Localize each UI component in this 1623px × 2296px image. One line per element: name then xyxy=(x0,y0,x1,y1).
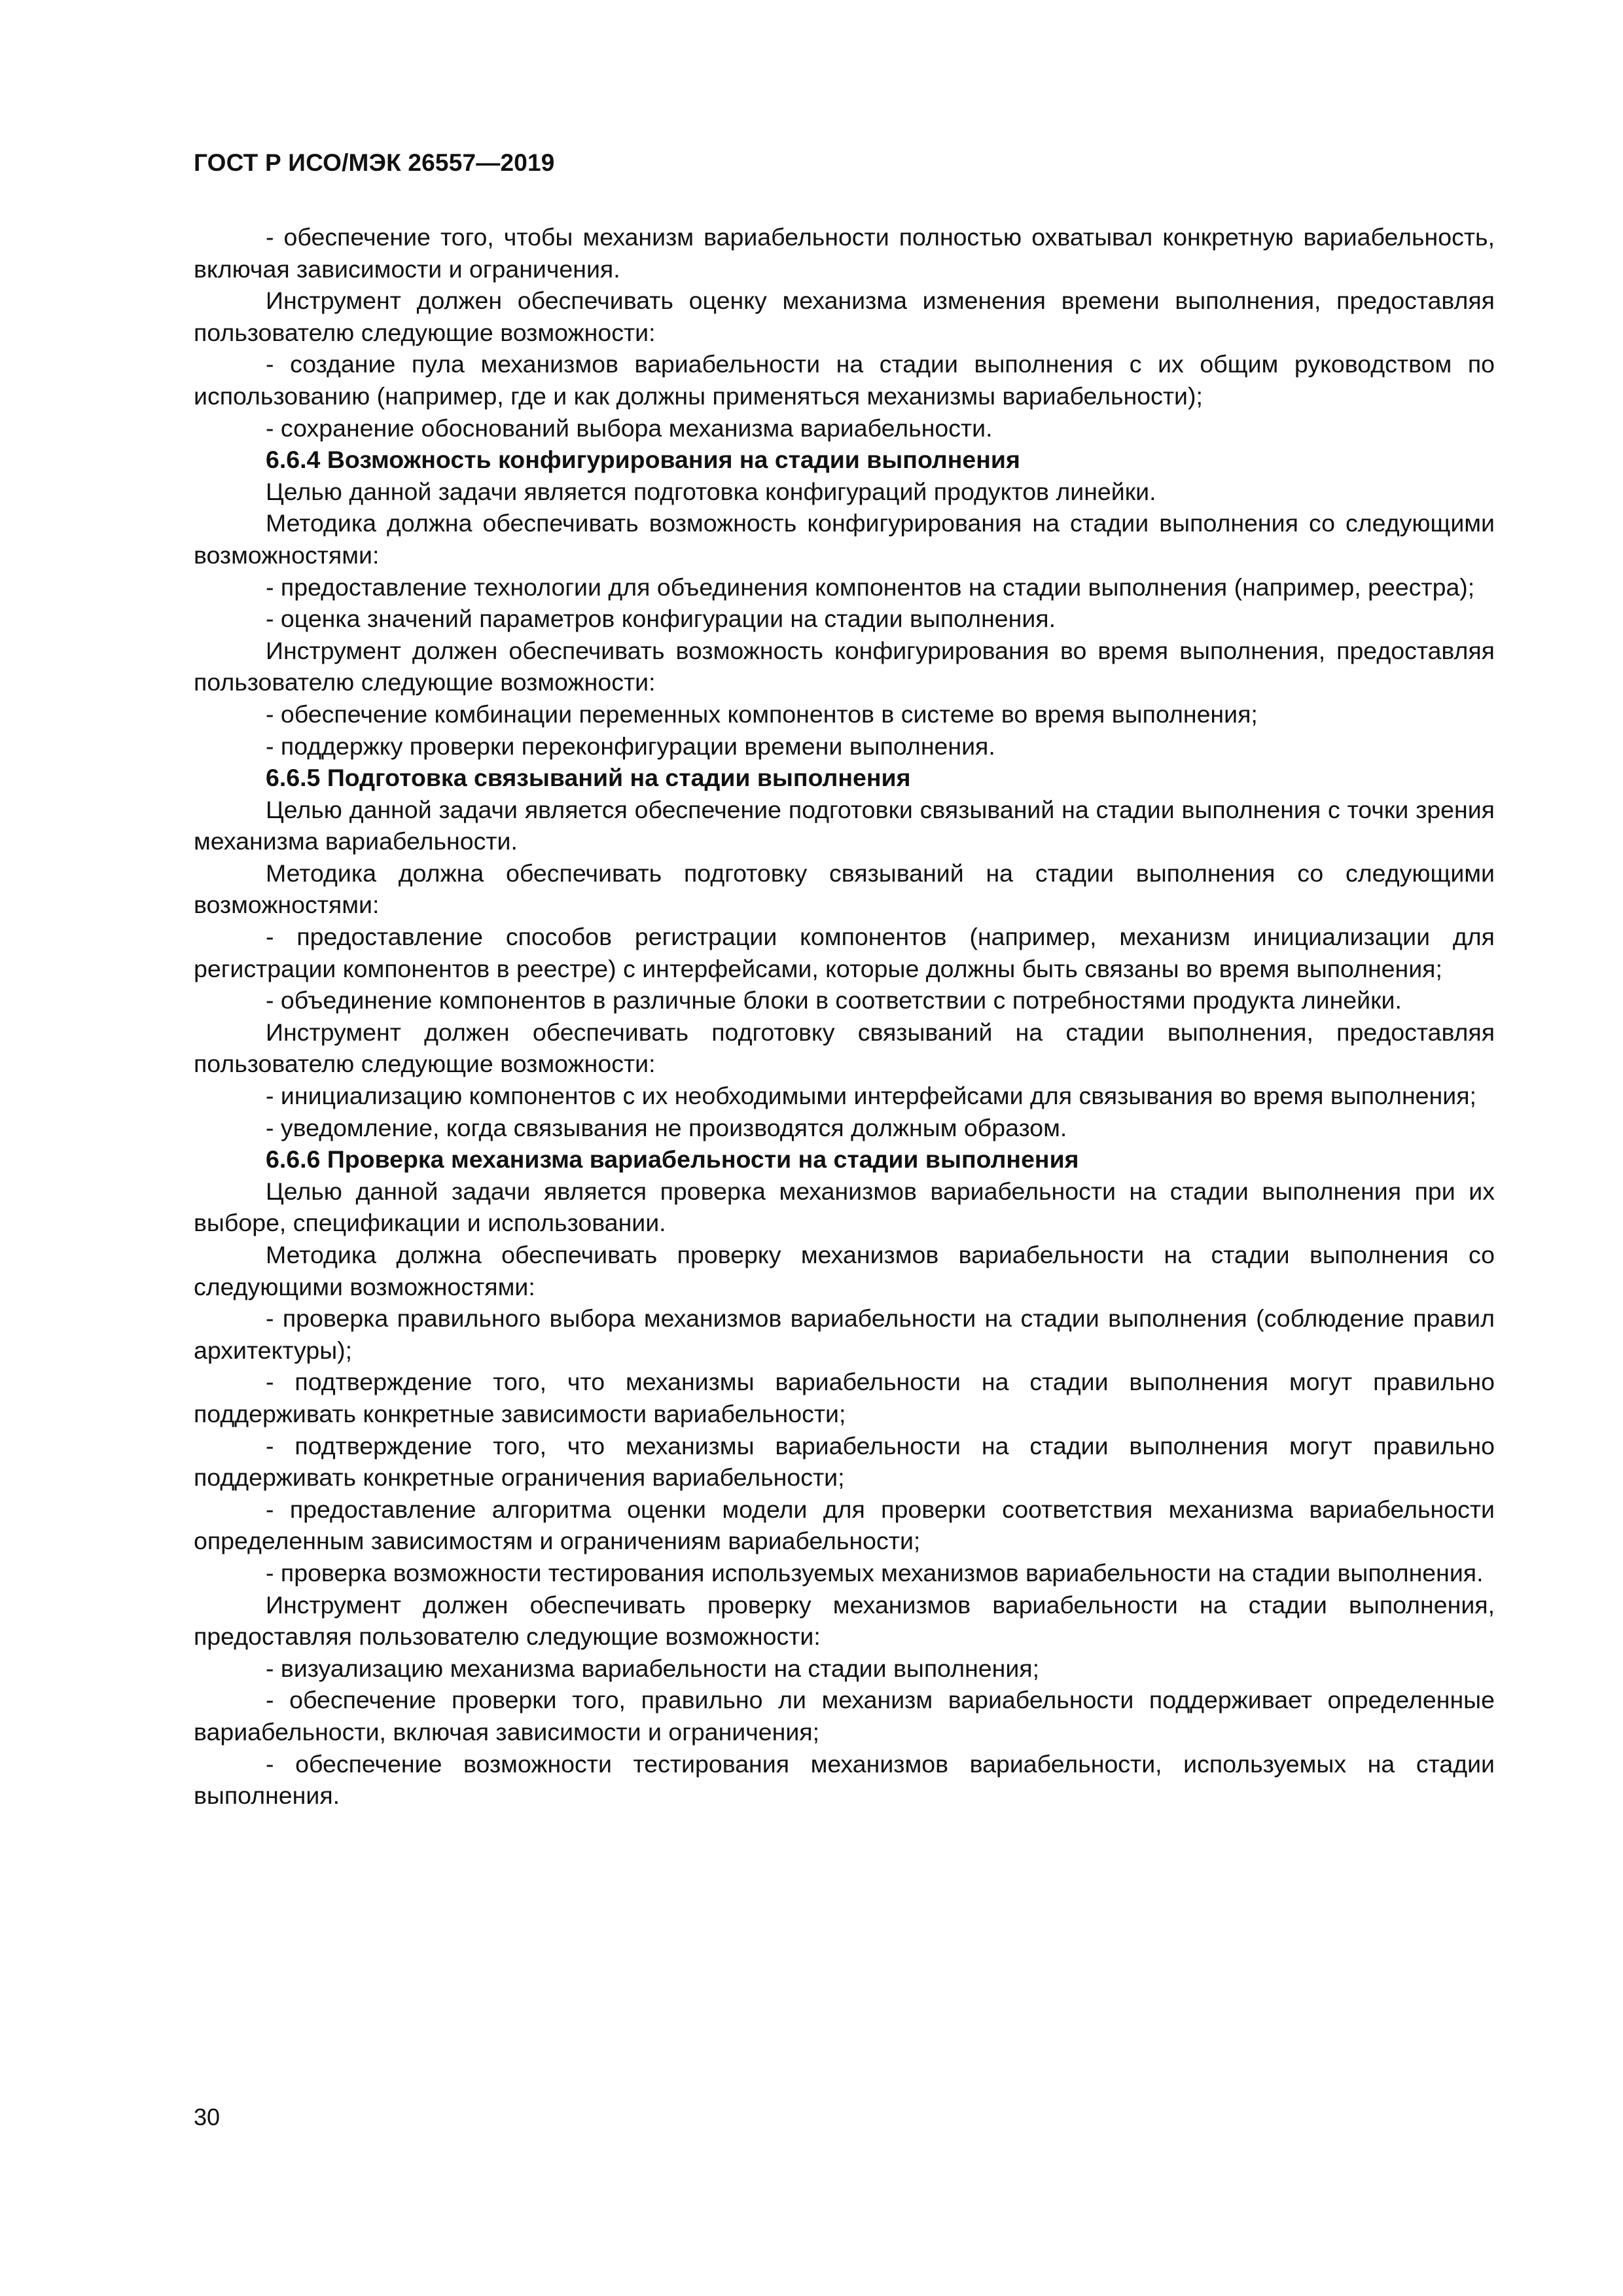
bullet-item: - подтверждение того, что механизмы вариабельности на стадии выполнения могут правильно поддерживать конкретные зависимости вариабельности; xyxy=(194,1368,1495,1427)
document-code-header: ГОСТ Р ИСО/МЭК 26557—2019 xyxy=(194,149,555,176)
bullet-item: - обеспечение комбинации переменных компонентов в системе во время выполнения; xyxy=(266,700,1258,728)
bullet-item: - проверка правильного выбора механизмов вариабельности на стадии выполнения (соблюдение правил архитектуры); xyxy=(194,1304,1495,1364)
paragraph: Методика должна обеспечивать проверку механизмов вариабельности на стадии выполнения со следующими возможностями: xyxy=(194,1241,1495,1300)
bullet-item: - уведомление, когда связывания не производятся должным образом. xyxy=(266,1113,1067,1141)
paragraph: Инструмент должен обеспечивать подготовку связываний на стадии выполнения, предоставляя пользователю следующие возможности: xyxy=(194,1018,1495,1078)
bullet-item: - сохранение обоснований выбора механизма вариабельности. xyxy=(266,414,993,442)
bullet-item: - оценка значений параметров конфигурации на стадии выполнения. xyxy=(266,605,1056,633)
bullet-item: - предоставление технологии для объединения компонентов на стадии выполнения (например, реестра); xyxy=(266,573,1475,601)
paragraph: Инструмент должен обеспечивать проверку механизмов вариабельности на стадии выполнения, предоставляя пользователю следующие возможности: xyxy=(194,1590,1495,1651)
paragraph: Целью данной задачи является подготовка конфигураций продуктов линейки. xyxy=(266,477,1156,505)
paragraph: Целью данной задачи является обеспечение подготовки связываний на стадии выполнения с точки зрения механизма вариабельности. xyxy=(194,795,1495,855)
bullet-item: - обеспечение возможности тестирования механизмов вариабельности, используемых на стадии выполнения. xyxy=(194,1749,1495,1810)
section-heading-6-6-4: 6.6.4 Возможность конфигурирования на стадии выполнения xyxy=(266,446,1020,474)
bullet-item: - объединение компонентов в различные блоки в соответствии с потребностями продукта линейки. xyxy=(266,986,1402,1014)
bullet-item: - создание пула механизмов вариабельности на стадии выполнения с их общим руководством по использованию (например, где и как должны применяться механизмы вариабельности); xyxy=(194,350,1495,410)
bullet-item: - предоставление способов регистрации компонентов (например, механизм инициализации для регистрации компонентов в реестре) с интерфейсами, которые должны быть связаны во время выполнения; xyxy=(194,923,1495,982)
bullet-item: - предоставление алгоритма оценки модели для проверки соответствия механизма вариабельности определенным зависимостям и ограничениям вариабельности; xyxy=(194,1495,1495,1555)
paragraph: Методика должна обеспечивать подготовку связываний на стадии выполнения со следующими возможностями: xyxy=(194,859,1495,919)
bullet-item: - визуализацию механизма вариабельности на стадии выполнения; xyxy=(266,1654,1040,1682)
section-heading-6-6-6: 6.6.6 Проверка механизма вариабельности на стадии выполнения xyxy=(266,1145,1079,1174)
page-number: 30 xyxy=(194,2104,221,2130)
paragraph: Инструмент должен обеспечивать оценку механизма изменения времени выполнения, предоставляя пользователю следующие возможности: xyxy=(194,287,1495,346)
paragraph: Целью данной задачи является проверка механизмов вариабельности на стадии выполнения при их выборе, спецификации и использовании. xyxy=(194,1177,1495,1237)
bullet-item: - подтверждение того, что механизмы вариабельности на стадии выполнения могут правильно поддерживать конкретные ограничения вариабельности; xyxy=(194,1431,1495,1492)
document-body xyxy=(194,221,1495,1812)
bullet-item: - поддержку проверки переконфигурации времени выполнения. xyxy=(266,732,995,760)
bullet-item: - обеспечение того, чтобы механизм вариабельности полностью охватывал конкретную вариабельность, включая зависимости и ограничения. xyxy=(194,223,1495,283)
paragraph: Инструмент должен обеспечивать возможность конфигурирования во время выполнения, предоставляя пользователю следующие возможности: xyxy=(194,636,1495,696)
section-heading-6-6-5: 6.6.5 Подготовка связываний на стадии выполнения xyxy=(266,764,911,792)
paragraph: Методика должна обеспечивать возможность конфигурирования на стадии выполнения со следующими возможностями: xyxy=(194,509,1495,569)
bullet-item: - инициализацию компонентов с их необходимыми интерфейсами для связывания во время выполнения; xyxy=(266,1082,1476,1110)
bullet-item: - обеспечение проверки того, правильно ли механизм вариабельности поддерживает определенные вариабельности, включая зависимости и ограничения; xyxy=(194,1686,1495,1746)
bullet-item: - проверка возможности тестирования используемых механизмов вариабельности на стадии выполнения. xyxy=(266,1558,1484,1587)
